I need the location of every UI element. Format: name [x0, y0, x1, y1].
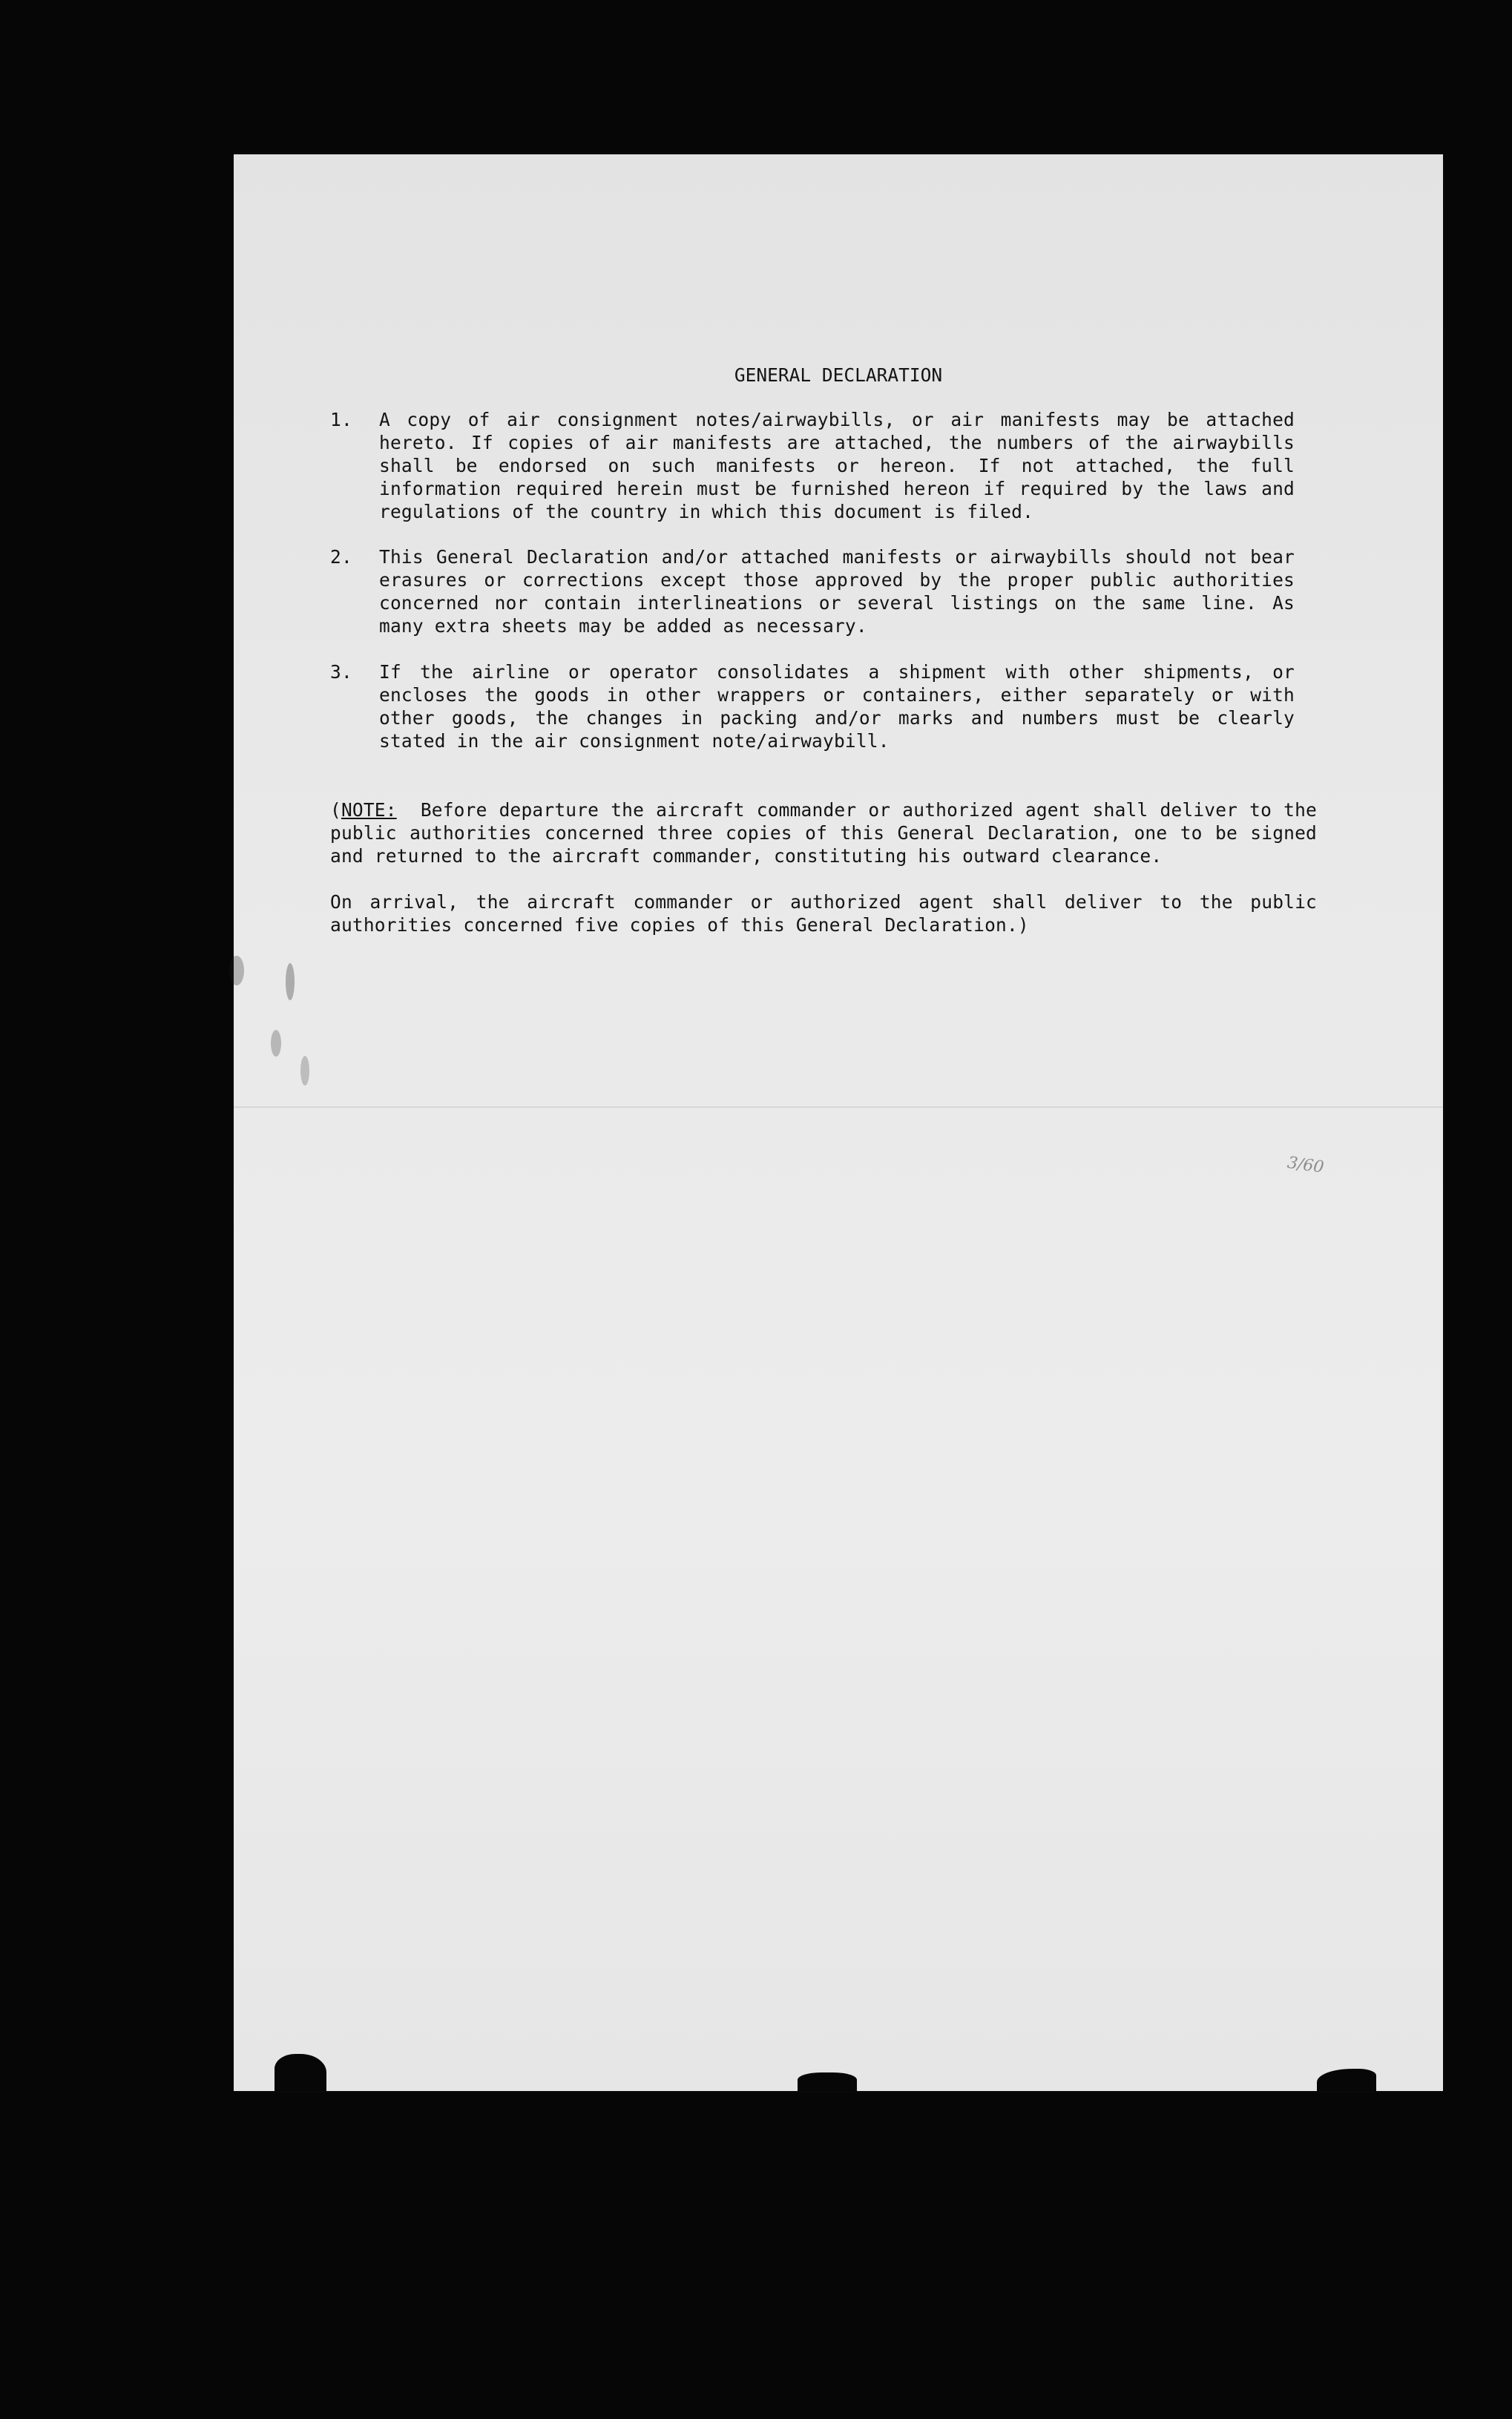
- list-item-3: [330, 660, 1295, 757]
- note-open-paren: (: [330, 799, 341, 821]
- item-text: This General Declaration and/or attached manifests or airwaybills should not bear erasures or corrections except those approved by the proper public authorities concerned nor contain interlineations or several listings on the same line. As many extra sheets may be added as necessary.: [379, 546, 1295, 637]
- item-number: 1.: [330, 409, 352, 430]
- note-text: Before departure the aircraft commander or authorized agent shall deliver to the public authorities concerned three copies of this General Declaration, one to be signed and returned to the aircraft commander, constituting his outward clearance.: [330, 799, 1317, 867]
- margin-ink-smudge: [300, 1056, 309, 1086]
- document-title: GENERAL DECLARATION: [734, 364, 943, 386]
- margin-ink-smudge: [229, 956, 244, 985]
- page-fold-line: [234, 1106, 1443, 1108]
- note-paragraph: [330, 798, 1317, 867]
- item-number: 3.: [330, 661, 352, 683]
- list-item-1: [330, 408, 1295, 522]
- torn-edge: [1317, 2069, 1376, 2091]
- note-label: NOTE:: [341, 799, 397, 821]
- item-number: 2.: [330, 546, 352, 568]
- list-item-2: [330, 545, 1295, 642]
- margin-ink-smudge: [271, 1030, 281, 1057]
- torn-edge: [275, 2054, 326, 2091]
- arrival-paragraph: On arrival, the aircraft commander or authorized agent shall deliver to the public authorities concerned five copies of this General Declaration.): [330, 891, 1317, 936]
- torn-edge: [798, 2072, 857, 2091]
- document-page: [234, 154, 1443, 2091]
- item-text: If the airline or operator consolidates a shipment with other shipments, or encloses the goods in other wrappers or containers, either separately or with other goods, the changes in packing and/or marks and numbers must be clearly stated in the air consignment note/airwaybill.: [379, 661, 1295, 752]
- margin-ink-smudge: [286, 963, 295, 1000]
- item-text: A copy of air consignment notes/airwaybills, or air manifests may be attached hereto. If copies of air manifests are attached, the numbers of the airwaybills shall be endorsed on such manifests or hereon. If not attached, the full information required herein must be furnished hereon if required by the laws and regulations of the country in which this document is filed.: [379, 409, 1295, 522]
- handwritten-margin-note: 3/60: [1286, 1153, 1325, 1178]
